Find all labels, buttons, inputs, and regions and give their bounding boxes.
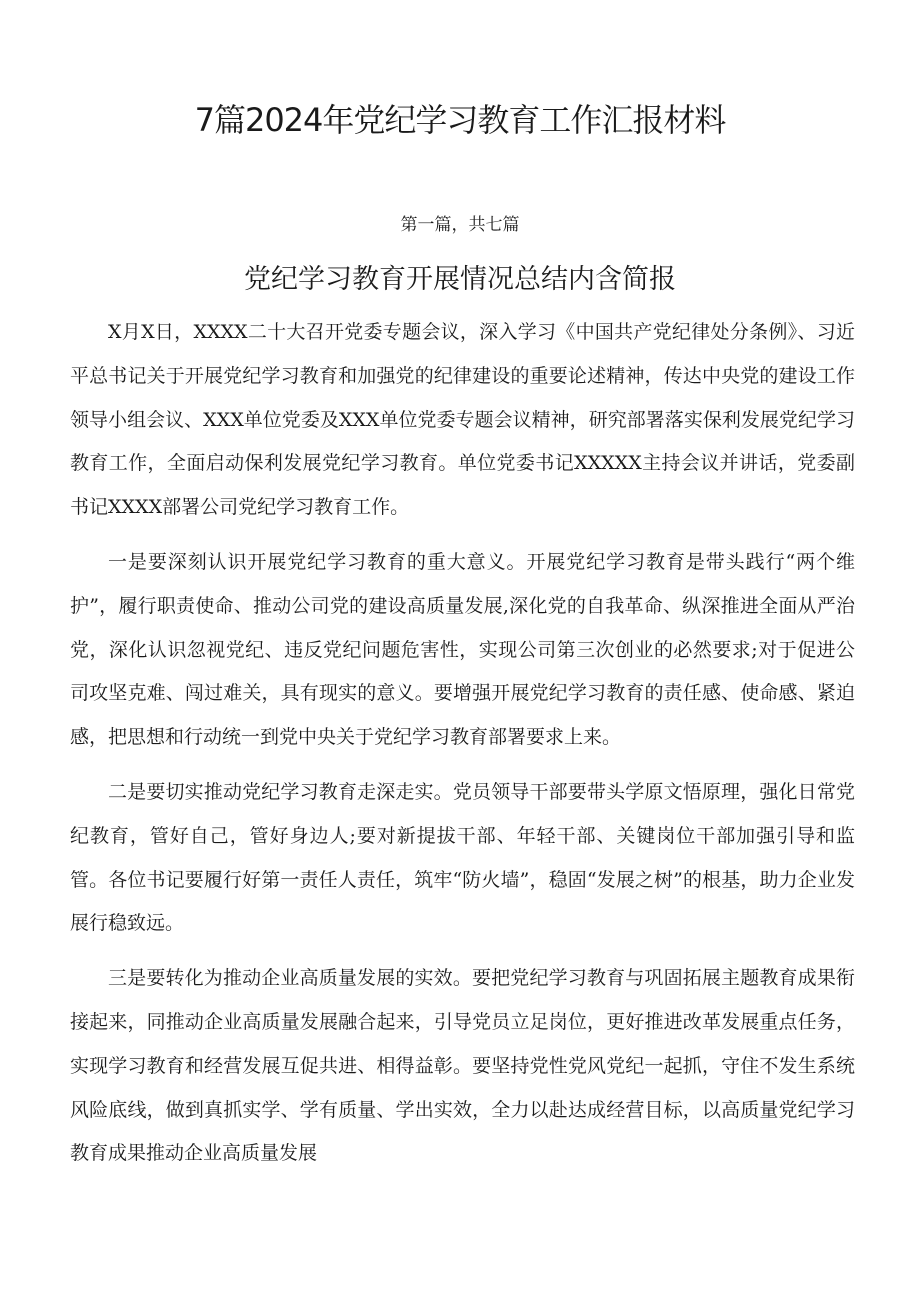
document-title: 7篇2024年党纪学习教育工作汇报材料: [194, 101, 726, 139]
paragraph-3: 二是要切实推动党纪学习教育走深走实。党员领导干部要带头学原文悟原理，强化日常党纪教育，管好自己，管好身边人;要对新提拔干部、年轻干部、关键岗位干部加强引导和监管。各位书记要履行好第一责任人责任，筑牢“防火墙”，稳固“发展之树”的根基，助力企业发展行稳致远。: [70, 780, 855, 935]
section-title: 党纪学习教育开展情况总结内含简报: [244, 264, 676, 295]
paragraph-1: X月X日，XXXX二十大召开党委专题会议，深入学习《中国共产党纪律处分条例》、习近平总书记关于开展党纪学习教育和加强党的纪律建设的重要论述精神，传达中央党的建设工作领导小组会议、XXX单位党委及XXX单位党委专题会议精神，研究部署落实保利发展党纪学习教育工作，全面启动保利发展党纪学习教育。单位党委书记XXXXX主持会议并讲话，党委副书记XXXX部署公司党纪学习教育工作。: [70, 321, 855, 519]
document-body: [70, 311, 855, 1187]
paragraph-4: 三是要转化为推动企业高质量发展的实效。要把党纪学习教育与巩固拓展主题教育成果衔接起来，同推动企业高质量发展融合起来，引导党员立足岗位，更好推进改革发展重点任务，实现学习教育和经营发展互促共进、相得益彰。要坚持党性党风党纪一起抓，守住不发生系统风险底线，做到真抓实学、学有质量、学出实效，全力以赴达成经营目标，以高质量党纪学习教育成果推动企业高质量发展: [70, 967, 855, 1165]
section-label: 第一篇，共七篇: [400, 215, 520, 235]
paragraph-2: 一是要深刻认识开展党纪学习教育的重大意义。开展党纪学习教育是带头践行“两个维护”，履行职责使命、推动公司党的建设高质量发展,深化党的自我革命、纵深推进全面从严治党，深化认识忽视党纪、违反党纪问题危害性，实现公司第三次创业的必然要求;对于促进公司攻坚克难、闯过难关，具有现实的意义。要增强开展党纪学习教育的责任感、使命感、紧迫感，把思想和行动统一到党中央关于党纪学习教育部署要求上来。: [70, 550, 855, 749]
